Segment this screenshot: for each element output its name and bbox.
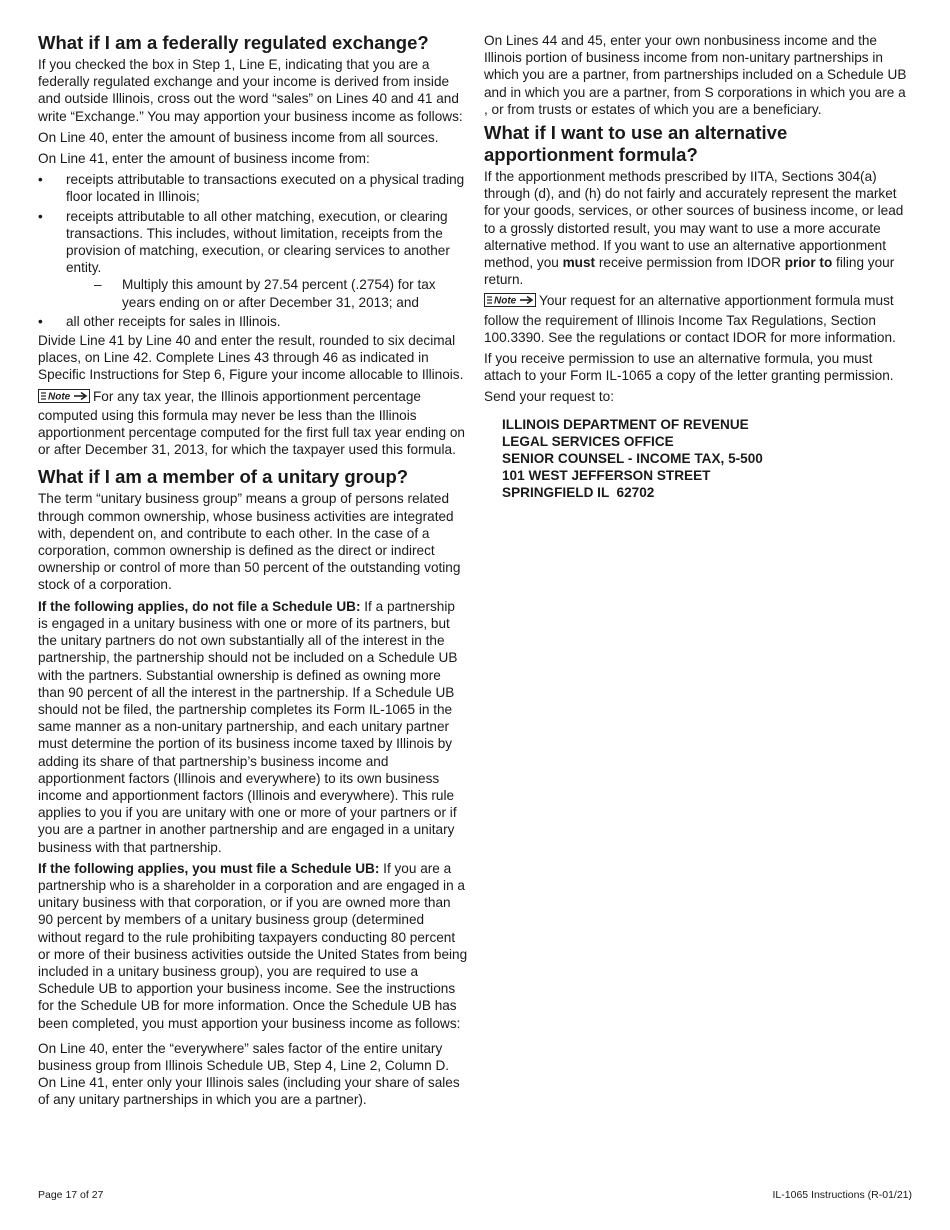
address-line: ILLINOIS DEPARTMENT OF REVENUE <box>502 416 749 432</box>
note-icon-label: Note <box>48 391 71 403</box>
note-paragraph <box>484 292 912 346</box>
list-item: • all other receipts for sales in Illinois. <box>38 313 468 330</box>
page-number: Page 17 of 27 <box>38 1189 104 1201</box>
send-request-label: Send your request to: <box>484 389 614 405</box>
line-40-instruction: On Line 40, enter the amount of business income from all sources. <box>38 129 439 145</box>
alternative-method-paragraph <box>484 168 912 288</box>
do-not-file-lead: If the following applies, do not file a Schedule UB: <box>38 598 361 614</box>
note-text: Your request for an alternative apportionment formula must follow the requirement of Illinois Income Tax Regulations, Section 100.3390. See the regulations or contact IDOR for more information. <box>484 293 896 345</box>
note-icon-label: Note <box>494 295 517 307</box>
unitary-definition: The term “unitary business group” means a group of persons related through common ownership, whose business activities are integrated with, dependent on, and contribute to each other. In the case of a corporation, common ownership is defined as the direct or indirect ownership or control of more than 50 percent of the outstanding voting stock of a corporation. <box>38 491 461 593</box>
permission-attach-instruction: If you receive permission to use an alternative formula, you must attach to your Form IL-1065 a copy of the letter granting permission. <box>484 351 894 384</box>
address-line: SPRINGFIELD IL 62702 <box>502 485 655 501</box>
note-icon <box>484 293 536 311</box>
must-file-paragraph <box>38 860 468 1032</box>
sub-list <box>66 276 468 310</box>
note-icon <box>38 389 90 407</box>
do-not-file-paragraph <box>38 598 468 856</box>
everywhere-sales-instruction: On Line 40, enter the “everywhere” sales factor of the entire unitary business group from Illinois Schedule UB, Step 4, Line 2, Column D. On Line 41, enter only your Illinois sales (including your share of sales of any unitary partnerships in which you are a partner). <box>38 1040 460 1108</box>
mailing-address <box>502 416 912 502</box>
alt-emphasis-must: must <box>562 255 596 271</box>
divide-instruction: Divide Line 41 by Line 40 and enter the result, rounded to six decimal places, on Line 42. Complete Lines 43 through 46 as indicated in Specific Instructions for Step 6, Figure your income allocable to Illinois. <box>38 333 464 383</box>
left-column <box>38 32 468 1113</box>
alt-text-a: If the apportionment methods prescribed by IITA, Sections 304(a) through (d), and (h) do not fairly and accurately represent the market for your goods, services, or other sources of business income, or lead to a grossly distorted result, you may want to use a more accurate alternative method. If you want to use an alternative apportionment method, you <box>484 169 904 271</box>
alt-text-c: filing your return. <box>484 255 895 288</box>
list-item-text: receipts attributable to all other matching, execution, or clearing transactions. This includes, without limitation, receipts from the provision of matching, execution, or clearing services to another entity. <box>66 208 450 276</box>
alt-text-b: receive permission from IDOR <box>595 255 785 271</box>
do-not-file-text: If a partnership is engaged in a unitary business with one or more of its partners, but the unitary partners do not own substantially all of the interest in the partnership, the partnership should not be included on a Schedule UB with the partners. Substantial ownership is defined as owning more than 90 percent of all the interest in the partnership. If a Schedule UB should not be filed, the partnership completes its Form IL-1065 in the same manner as a non-unitary partnership, and each unitary partner must determine the portion of its business income taxed by Illinois by adding its share of that partnership’s business income and apportionment factors (Illinois and everywhere) to its own business income and apportionment factors (Illinois and everywhere). This rule applies to you if you are unitary with one or more of your partners or if you are a partner in another partnership and are engaged in a unitary business with that partnership. <box>38 598 458 855</box>
lines-44-45-instruction: On Lines 44 and 45, enter your own nonbusiness income and the Illinois portion of business income from non-unitary partnerships in which you are a partner, from partnerships included on a Schedule UB and in which you are a partner, from S corporations in which you are a , or from trusts or estates of which you are a beneficiary. <box>484 33 907 117</box>
receipts-list <box>38 171 468 330</box>
address-line: LEGAL SERVICES OFFICE <box>502 433 674 449</box>
heading-alternative-apportionment: What if I want to use an alternative apportionment formula? <box>484 122 788 166</box>
line-41-instruction: On Line 41, enter the amount of business income from: <box>38 151 370 167</box>
exchange-intro: If you checked the box in Step 1, Line E, indicating that you are a federally regulated exchange and your income is derived from inside and outside Illinois, cross out the word “sales” on Lines 40 and 41 and write “Exchange.” You may apportion your business income as follows: <box>38 57 463 124</box>
list-item: • receipts attributable to transactions executed on a physical trading floor located in Illinois; <box>38 171 468 205</box>
heading-unitary-group: What if I am a member of a unitary group? <box>38 466 409 488</box>
form-identifier: IL-1065 Instructions (R-01/21) <box>772 1189 912 1201</box>
list-item <box>38 208 468 311</box>
address-line: SENIOR COUNSEL - INCOME TAX, 5-500 <box>502 451 763 467</box>
alt-emphasis-prior: prior to <box>784 255 833 271</box>
right-column <box>484 32 912 502</box>
note-text: For any tax year, the Illinois apportionment percentage computed using this formula may never be less than the Illinois apportionment percentage computed for the first full tax year ending on or after December 31, 2013, for which the taxpayer used this formula. <box>38 388 465 458</box>
sub-list-item: – Multiply this amount by 27.54 percent (.2754) for tax years ending on or after December 31, 2013; and <box>94 276 468 310</box>
note-paragraph <box>38 388 468 459</box>
must-file-text: If you are a partnership who is a shareholder in a corporation and are engaged in a unitary business with that corporation, or if you are owned more than 90 percent by members of a unitary business group (determined without regard to the rule prohibiting taxpayers conducting 80 percent or more of their business activities outside the United States from being included in a unitary business group), you are required to use a Schedule UB to apportion your business income. See the instructions for the Schedule UB for more information. Once the Schedule UB has been completed, you must apportion your business income as follows: <box>38 860 468 1031</box>
address-line: 101 WEST JEFFERSON STREET <box>502 468 711 484</box>
heading-federally-regulated-exchange: What if I am a federally regulated exchange? <box>38 32 429 53</box>
must-file-lead: If the following applies, you must file a Schedule UB: <box>38 860 380 876</box>
